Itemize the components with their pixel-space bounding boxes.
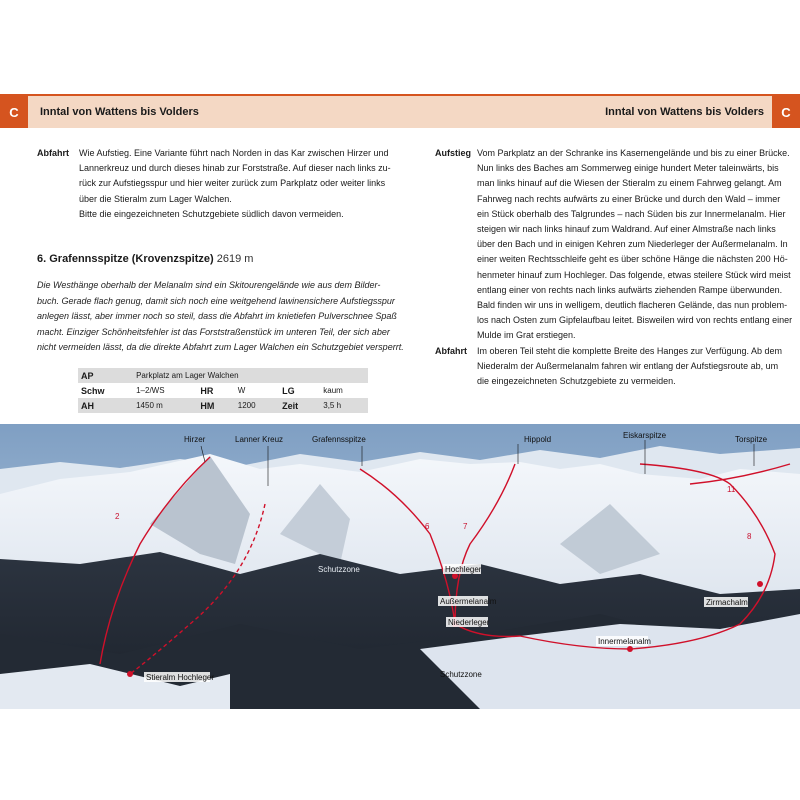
label-lanner-kreuz: Lanner Kreuz [235, 435, 284, 444]
section-elevation: 2619 m [216, 253, 254, 265]
abfahrt-label-right: Abfahrt [435, 346, 467, 356]
text-line: Im oberen Teil steht die komplette Breite des Hanges zur Verfügung. Ab dem [477, 346, 783, 356]
text-line: rück zur Aufstiegsspur und hier weiter zurück zum Parkplatz oder weiter links [79, 178, 386, 189]
label-grafennsspitze: Grafennsspitze [312, 435, 366, 444]
text-line: steigen wir nach links hinauf zum Waldrand. Auf einer Almstraße nach links [477, 224, 776, 235]
info-key: Zeit [279, 398, 320, 413]
panorama-svg [0, 424, 800, 709]
info-value: 1450 m [133, 398, 197, 413]
section-intro [37, 278, 404, 356]
info-value: 1200 [235, 398, 279, 413]
running-title-left: Inntal von Wattens bis Volders [40, 106, 199, 118]
text-line: die eingezeichneten Schutzgebiete zu vermeiden. [477, 376, 676, 387]
chapter-tab-left: C [0, 96, 28, 128]
label-eiskarspitze: Eiskarspitze [623, 431, 667, 440]
section-title [37, 253, 253, 265]
aufstieg-text [477, 146, 792, 344]
info-key: HR [200, 385, 214, 396]
text-line: henmeter hinauf zum Hochleger. Das folgende, etwas steilere Stück wird meist [477, 269, 791, 280]
chapter-tab-right: C [772, 96, 800, 128]
text-line: los nach Osten zum Gipfelaufbau leitet. Bisweilen wird von rechts entlang einer [477, 315, 793, 326]
info-row [78, 368, 368, 383]
text-line: Niederalm der Außermelanalm fahren wir entlang der Aufstiegsroute ab, um [477, 361, 779, 372]
waypoint-marker [127, 671, 133, 677]
info-row [78, 383, 368, 398]
text-line: Mulde im Grat erstiegen. [477, 330, 576, 341]
abfahrt-text-left [79, 146, 391, 222]
label-niederleger: Niederleger [448, 618, 490, 627]
text-line: einer weiten Rechtsschleife geht es über schöne Hänge die nächsten 200 Hö- [477, 254, 788, 265]
text-line: Vom Parkplatz an der Schranke ins Kasernengelände und bis zu einer Brücke. [477, 148, 790, 158]
label-schutzzone: Schutzzone [440, 670, 482, 679]
label-torspitze: Torspitze [735, 435, 768, 444]
info-value: W [237, 386, 246, 395]
info-key: AP [78, 368, 133, 383]
text-line: Lannerkreuz und durch dieses hinab zur Forststraße. Auf dieser nach links zu- [79, 163, 391, 174]
info-key: Schw [81, 385, 105, 396]
route-number: 7 [463, 522, 468, 531]
label-hochleger: Hochleger [445, 565, 482, 574]
label-stieralm-hochleger: Stieralm Hochleger [146, 673, 215, 682]
intro-line: Die Westhänge oberhalb der Melanalm sind ein Skitourengelände wie aus dem Bilder- [37, 280, 381, 290]
text-line: man links hinauf auf die Wiesen der Stieralm zu einem Fahrweg gelangt. Am [477, 178, 782, 189]
intro-line: nicht vermeiden lässt, da die direkte Abfahrt zum Lager Walchen ein Schutzgebiet versperrt. [37, 342, 404, 352]
text-line: Fahrweg nach rechts aufwärts zu einer Brücke und durch den Wald – immer [477, 193, 781, 204]
text-line: ein Stück oberhalb des Talgrundes – nach Süden bis zur Innermelanalm. Hier [477, 208, 786, 219]
info-value: Parkplatz am Lager Walchen [133, 368, 368, 383]
info-key: HM [197, 398, 234, 413]
aufstieg-label: Aufstieg [435, 148, 471, 158]
text-line: über die Stieralm zum Lager Walchen. [79, 193, 232, 204]
label-hirzer: Hirzer [184, 435, 206, 444]
label-aussermelanalm: Außermelanalm [440, 597, 497, 606]
waypoint-marker [627, 646, 633, 652]
text-line: entlang einer von rechts nach links aufwärts ziehenden Rampe überwunden. [477, 284, 783, 295]
waypoint-marker [757, 581, 763, 587]
label-innermelanalm: Innermelanalm [598, 637, 651, 646]
text-line: Wie Aufstieg. Eine Variante führt nach Norden in das Kar zwischen Hirzer und [79, 148, 389, 158]
running-title-right: Inntal von Wattens bis Volders [605, 106, 764, 118]
route-number: 6 [425, 522, 430, 531]
text-line: Bitte die eingezeichneten Schutzgebiete südlich davon vermeiden. [79, 208, 344, 219]
tour-info-table [78, 368, 368, 413]
route-number: 8 [747, 532, 752, 541]
abfahrt-text-right [477, 344, 782, 390]
label-hippold: Hippold [524, 435, 552, 444]
info-value: kaum [323, 386, 343, 395]
section-title-text: 6. Grafennsspitze (Krovenzspitze) [37, 253, 214, 265]
info-row [78, 398, 368, 413]
info-key: LG [282, 385, 295, 396]
route-number: 11 [727, 485, 736, 494]
label-zirmachalm: Zirmachalm [706, 598, 748, 607]
mountain-panorama-photo [0, 424, 800, 709]
info-key: AH [78, 398, 133, 413]
intro-line: macht. Einziger Schönheitsfehler ist das Forststraßenstück im unteren Teil, der sich aber [37, 326, 390, 337]
text-line: über den Bach und in einigen Kehren zum Niederleger der Außermelanalm. In [477, 239, 788, 250]
abfahrt-label-left: Abfahrt [37, 148, 69, 158]
intro-line: anlegen lässt, aber immer noch so steil, dass die Abfahrt im knietiefen Pulverschnee Spaß [37, 311, 397, 321]
text-line: Nun links des Baches am Sommerweg einige hundert Meter taleinwärts, bis [477, 163, 779, 174]
label-schutzzone: Schutzzone [318, 565, 360, 574]
info-value: 3,5 h [320, 398, 368, 413]
text-line: Bald finden wir uns in welligem, deutlich flacheren Gelände, das nun problem- [477, 300, 788, 311]
intro-line: buch. Gerade flach genug, damit sich noch eine weitgehend lawinensichere Aufstiegsspur [37, 295, 395, 306]
route-number: 2 [115, 512, 120, 521]
info-value: 1–2/WS [136, 386, 165, 395]
